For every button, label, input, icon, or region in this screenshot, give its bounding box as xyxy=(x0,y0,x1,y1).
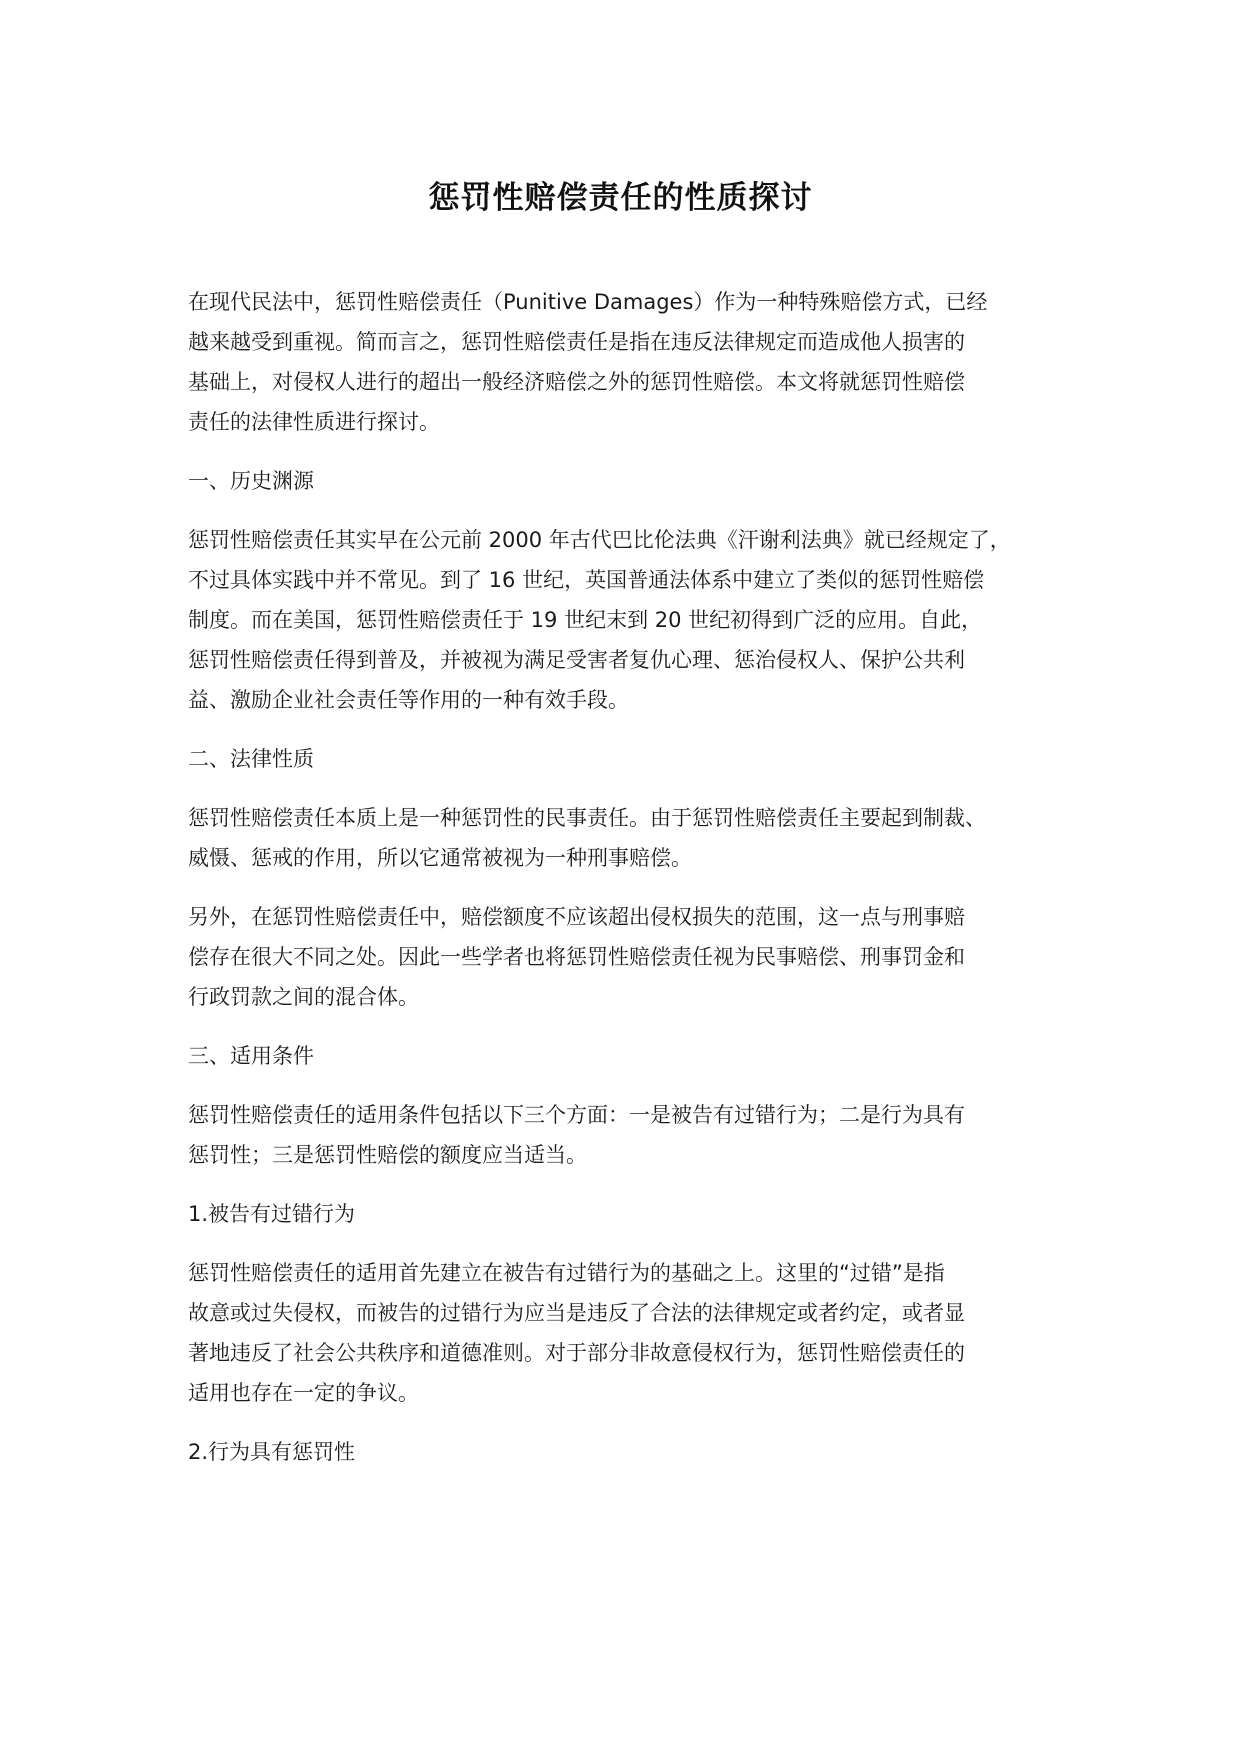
text-line: 适用也存在一定的争议。 xyxy=(188,1381,419,1405)
text-line: 益、激励企业社会责任等作用的一种有效手段。 xyxy=(188,688,629,712)
subsection-heading-punitive: 2.行为具有惩罚性 xyxy=(188,1440,356,1464)
section-heading-legal-nature: 二、法律性质 xyxy=(188,747,314,771)
text-line: 行政罚款之间的混合体。 xyxy=(188,985,419,1009)
text-line: 基础上，对侵权人进行的超出一般经济赔偿之外的惩罚性赔偿。本文将就惩罚性赔偿 xyxy=(188,370,965,394)
text-line: 不过具体实践中并不常见。到了 16 世纪，英国普通法体系中建立了类似的惩罚性赔偿 xyxy=(188,568,985,592)
legal-nature-paragraph-2 xyxy=(188,897,1068,1017)
document-body xyxy=(188,282,1068,1491)
text-line: 惩罚性赔偿责任其实早在公元前 2000 年古代巴比伦法典《汗谢利法典》就已经规定了， xyxy=(188,528,1011,552)
text-line: 威慑、惩戒的作用，所以它通常被视为一种刑事赔偿。 xyxy=(188,846,692,870)
text-line: 故意或过失侵权，而被告的过错行为应当是违反了合法的法律规定或者约定，或者显 xyxy=(188,1301,965,1325)
text-line: 惩罚性赔偿责任本质上是一种惩罚性的民事责任。由于惩罚性赔偿责任主要起到制裁、 xyxy=(188,806,986,830)
history-paragraph xyxy=(188,520,1068,720)
text-line: 惩罚性赔偿责任的适用首先建立在被告有过错行为的基础之上。这里的“过错”是指 xyxy=(188,1261,945,1285)
text-line: 著地违反了社会公共秩序和道德准则。对于部分非故意侵权行为，惩罚性赔偿责任的 xyxy=(188,1341,965,1365)
document-title: 惩罚性赔偿责任的性质探讨 xyxy=(428,180,813,216)
text-line: 责任的法律性质进行探讨。 xyxy=(188,410,440,434)
text-line: 另外，在惩罚性赔偿责任中，赔偿额度不应该超出侵权损失的范围，这一点与刑事赔 xyxy=(188,905,965,929)
text-line: 在现代民法中，惩罚性赔偿责任（Punitive Damages）作为一种特殊赔偿方式，已经 xyxy=(188,290,988,314)
text-line: 偿存在很大不同之处。因此一些学者也将惩罚性赔偿责任视为民事赔偿、刑事罚金和 xyxy=(188,945,965,969)
text-line: 越来越受到重视。简而言之，惩罚性赔偿责任是指在违反法律规定而造成他人损害的 xyxy=(188,330,965,354)
intro-paragraph xyxy=(188,282,1068,442)
legal-nature-paragraph-1 xyxy=(188,798,1068,878)
text-line: 惩罚性赔偿责任得到普及，并被视为满足受害者复仇心理、惩治侵权人、保护公共利 xyxy=(188,648,965,672)
subsection-heading-fault: 1.被告有过错行为 xyxy=(188,1202,356,1226)
conditions-paragraph xyxy=(188,1095,1068,1175)
fault-paragraph xyxy=(188,1253,1068,1413)
text-line: 惩罚性赔偿责任的适用条件包括以下三个方面：一是被告有过错行为；二是行为具有 xyxy=(188,1103,965,1127)
section-heading-history: 一、历史渊源 xyxy=(188,469,314,493)
section-heading-conditions: 三、适用条件 xyxy=(188,1044,314,1068)
text-line: 制度。而在美国，惩罚性赔偿责任于 19 世纪末到 20 世纪初得到广泛的应用。自此， xyxy=(188,608,983,632)
text-line: 惩罚性；三是惩罚性赔偿的额度应当适当。 xyxy=(188,1143,587,1167)
